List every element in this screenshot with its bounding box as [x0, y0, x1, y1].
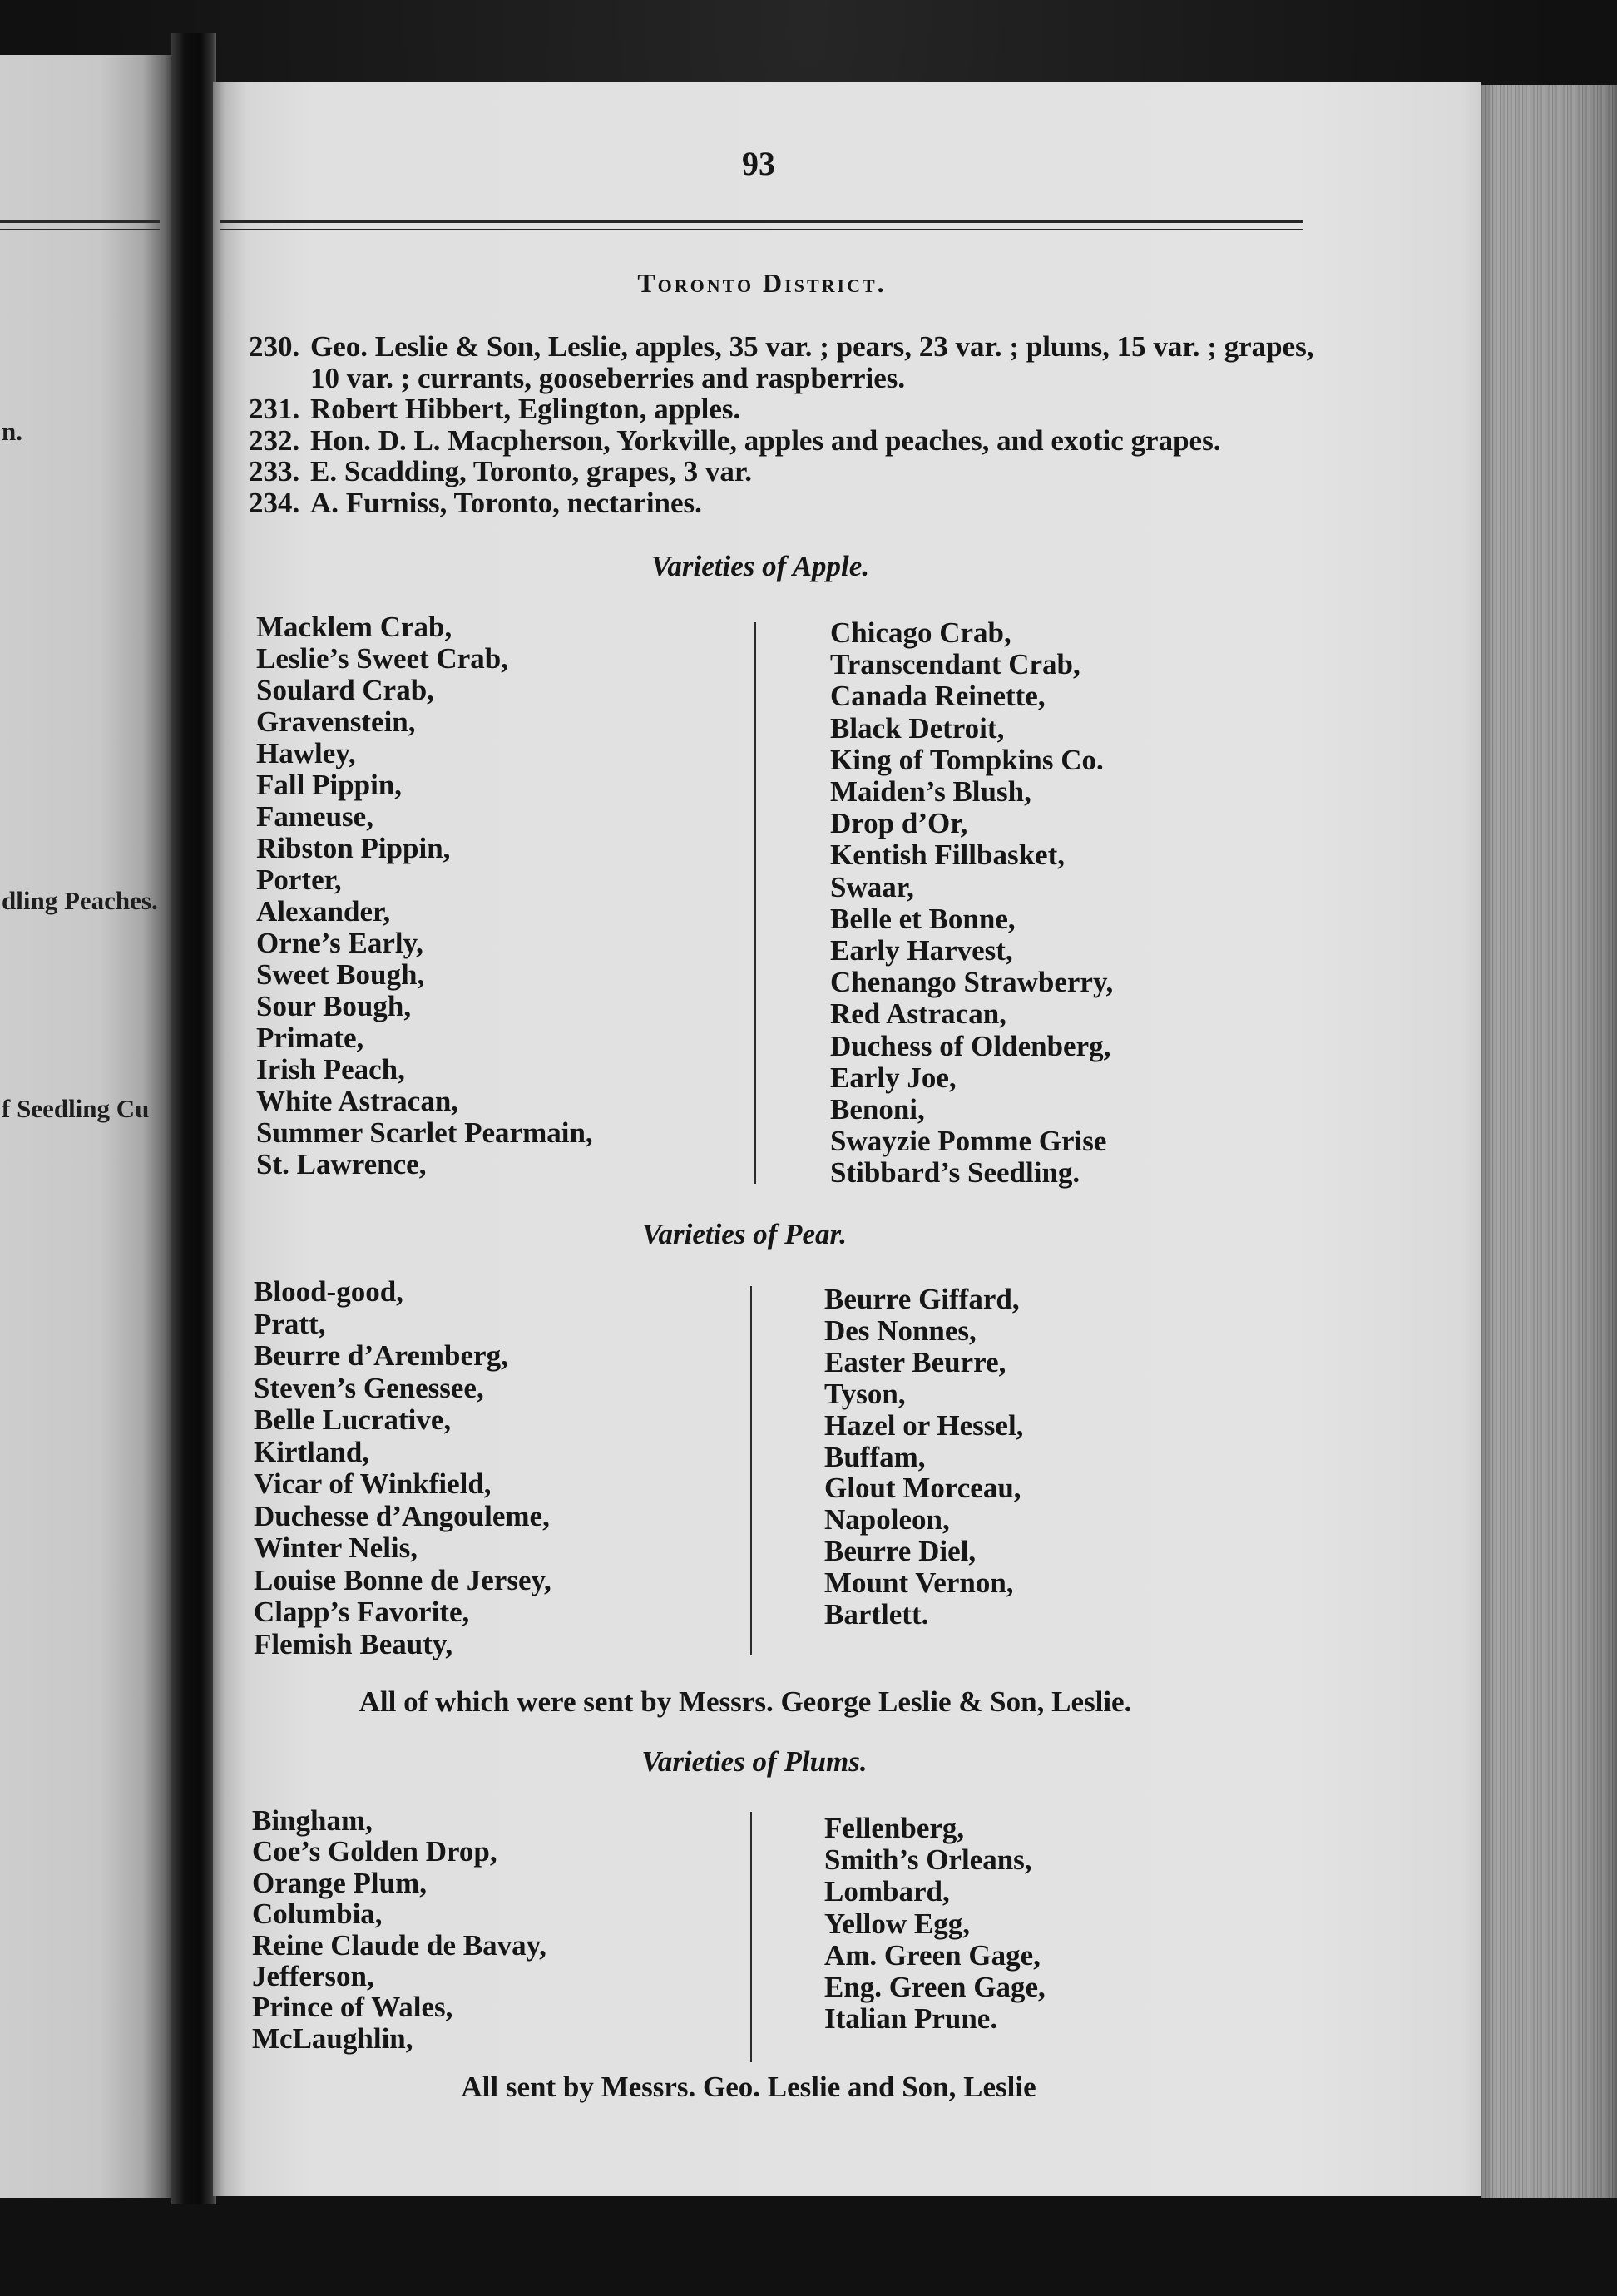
entry-text: Hon. D. L. Macpherson, Yorkville, apples and peaches, and exotic grapes.	[310, 423, 1221, 457]
apple-variety: Swayzie Pomme Grise	[830, 1125, 1107, 1158]
pear-variety: Pratt,	[254, 1307, 326, 1340]
plum-variety: Orange Plum,	[252, 1866, 427, 1899]
apple-variety: Sweet Bough,	[256, 958, 425, 991]
pear-variety: Blood-good,	[254, 1275, 403, 1308]
apple-variety: Swaar,	[830, 870, 914, 903]
plum-variety: Prince of Wales,	[252, 1991, 453, 2024]
plum-variety: Eng. Green Gage,	[824, 1971, 1046, 2004]
plum-variety: Lombard,	[824, 1875, 950, 1908]
plum-variety: Coe’s Golden Drop,	[252, 1835, 497, 1868]
pear-variety: Kirtland,	[254, 1435, 370, 1468]
apple-variety: Benoni,	[830, 1093, 925, 1126]
apple-variety: Sour Bough,	[256, 990, 412, 1022]
plum-variety: Yellow Egg,	[824, 1907, 970, 1940]
apple-section-title: Varieties of Apple.	[650, 550, 870, 582]
plum-source-note: All sent by Messrs. Geo. Leslie and Son, Leslie	[461, 2071, 1036, 2103]
page-edges-stack	[1481, 85, 1617, 2198]
apple-variety: Ribston Pippin,	[256, 832, 451, 864]
header-rule	[220, 229, 1303, 230]
plum-variety: Reine Claude de Bavay,	[252, 1928, 546, 1962]
previous-page-fragment: f Seedling Cu	[2, 1094, 150, 1123]
plum-list-left	[252, 1805, 546, 2054]
plum-variety: Fellenberg,	[824, 1812, 965, 1844]
entry-234	[249, 487, 1314, 519]
column-divider	[750, 1812, 752, 2062]
entry-text: Geo. Leslie & Son, Leslie, apples, 35 var. ; pears, 23 var. ; plums, 15 var. ; grapes,	[310, 330, 1314, 363]
entry-number: 233.	[249, 455, 300, 487]
column-divider	[754, 622, 756, 1184]
apple-variety: Soulard Crab,	[256, 674, 434, 706]
entry-232	[249, 425, 1314, 457]
apple-variety: Primate,	[256, 1022, 364, 1054]
apple-variety: Early Joe,	[830, 1061, 957, 1094]
apple-variety: Early Harvest,	[830, 934, 1013, 967]
apple-variety: Leslie’s Sweet Crab,	[256, 642, 508, 675]
plum-variety: Smith’s Orleans,	[824, 1843, 1032, 1877]
apple-variety: Alexander,	[256, 895, 391, 928]
apple-variety: Porter,	[256, 863, 342, 896]
book-page	[213, 82, 1481, 2196]
entry-number: 230.	[249, 330, 300, 363]
apple-list-right	[830, 617, 1113, 1190]
apple-variety: White Astracan,	[256, 1085, 459, 1117]
pear-variety: Belle Lucrative,	[254, 1403, 452, 1436]
pear-variety: Hazel or Hessel,	[824, 1408, 1024, 1442]
apple-variety: King of Tompkins Co.	[830, 743, 1104, 776]
plum-variety: Jefferson,	[252, 1960, 374, 1993]
apple-list-left	[256, 611, 593, 1180]
book-spine	[171, 33, 216, 2204]
pear-variety: Louise Bonne de Jersey,	[254, 1563, 551, 1596]
previous-page-edge	[0, 55, 176, 2198]
previous-page-fragment: dling Peaches.	[2, 886, 158, 915]
plum-variety: Am. Green Gage,	[824, 1938, 1041, 1972]
apple-variety: Macklem Crab,	[256, 611, 452, 643]
pear-variety: Des Nonnes,	[824, 1314, 977, 1347]
pear-variety: Winter Nelis,	[254, 1531, 418, 1564]
page-number: 93	[742, 145, 775, 182]
apple-variety: Duchess of Oldenberg,	[830, 1029, 1111, 1062]
pear-variety: Beurre d’Aremberg,	[254, 1339, 508, 1372]
pear-variety: Beurre Diel,	[824, 1535, 977, 1568]
apple-variety: Chenango Strawberry,	[830, 966, 1114, 999]
pear-variety: Beurre Giffard,	[824, 1283, 1020, 1315]
apple-variety: Canada Reinette,	[830, 680, 1046, 713]
entry-233	[249, 456, 1314, 487]
previous-page-fragment: n.	[2, 417, 22, 446]
entry-text: Robert Hibbert, Eglington, apples.	[310, 393, 741, 425]
apple-variety: Transcendant Crab,	[830, 648, 1080, 681]
district-heading: Toronto District.	[637, 268, 887, 298]
entry-number: 234.	[249, 486, 300, 519]
pear-variety: Vicar of Winkfield,	[254, 1467, 492, 1500]
pear-variety: Buffam,	[824, 1440, 926, 1473]
column-divider	[750, 1286, 752, 1655]
entry-continuation: 10 var. ; currants, gooseberries and raspberries.	[310, 361, 906, 394]
plum-variety: Italian Prune.	[824, 2002, 998, 2036]
apple-variety: Stibbard’s Seedling.	[830, 1156, 1080, 1190]
apple-variety: Gravenstein,	[256, 705, 416, 738]
entry-231	[249, 393, 1314, 425]
apple-variety: Hawley,	[256, 737, 356, 769]
apple-variety: Red Astracan,	[830, 997, 1006, 1031]
apple-variety: Orne’s Early,	[256, 927, 423, 959]
apple-variety: Irish Peach,	[256, 1053, 405, 1086]
apple-variety: St. Lawrence,	[256, 1148, 427, 1180]
previous-page-rule	[0, 229, 160, 230]
apple-variety: Fall Pippin,	[256, 769, 403, 801]
pear-variety: Napoleon,	[824, 1503, 950, 1536]
entry-text: E. Scadding, Toronto, grapes, 3 var.	[310, 455, 752, 487]
entry-number: 231.	[249, 393, 300, 425]
pear-section-title: Varieties of Pear.	[642, 1218, 847, 1250]
header-rule	[220, 220, 1303, 223]
pear-variety: Easter Beurre,	[824, 1345, 1006, 1378]
pear-list-right	[824, 1284, 1023, 1630]
pear-variety: Glout Morceau,	[824, 1472, 1021, 1505]
pear-variety: Clapp’s Favorite,	[254, 1596, 470, 1628]
apple-variety: Chicago Crab,	[830, 616, 1011, 649]
pear-variety: Bartlett.	[824, 1598, 929, 1631]
apple-variety: Black Detroit,	[830, 711, 1005, 745]
entry-number: 232.	[249, 423, 300, 457]
plum-variety: Columbia,	[252, 1898, 383, 1931]
apple-variety: Maiden’s Blush,	[830, 775, 1031, 809]
apple-variety: Summer Scarlet Pearmain,	[256, 1116, 593, 1149]
pear-variety: Duchesse d’Angouleme,	[254, 1499, 550, 1532]
pear-variety: Flemish Beauty,	[254, 1627, 453, 1660]
pear-variety: Steven’s Genessee,	[254, 1371, 484, 1404]
pear-list-left	[254, 1276, 551, 1660]
plum-section-title: Varieties of Plums.	[641, 1745, 868, 1778]
plum-list-right	[824, 1813, 1046, 2035]
apple-variety: Kentish Fillbasket,	[830, 839, 1065, 872]
previous-page-rule	[0, 220, 160, 223]
apple-variety: Belle et Bonne,	[830, 902, 1016, 935]
apple-variety: Drop d’Or,	[830, 807, 968, 840]
exhibitor-entries	[249, 331, 1314, 518]
entry-text: A. Furniss, Toronto, nectarines.	[310, 486, 702, 519]
pear-variety: Mount Vernon,	[824, 1566, 1014, 1600]
pear-source-note: All of which were sent by Messrs. George Leslie & Son, Leslie.	[359, 1685, 1132, 1718]
plum-variety: Bingham,	[252, 1804, 373, 1837]
pear-variety: Tyson,	[824, 1377, 906, 1410]
apple-variety: Fameuse,	[256, 800, 373, 833]
entry-230	[249, 331, 1314, 363]
plum-variety: McLaughlin,	[252, 2021, 413, 2055]
